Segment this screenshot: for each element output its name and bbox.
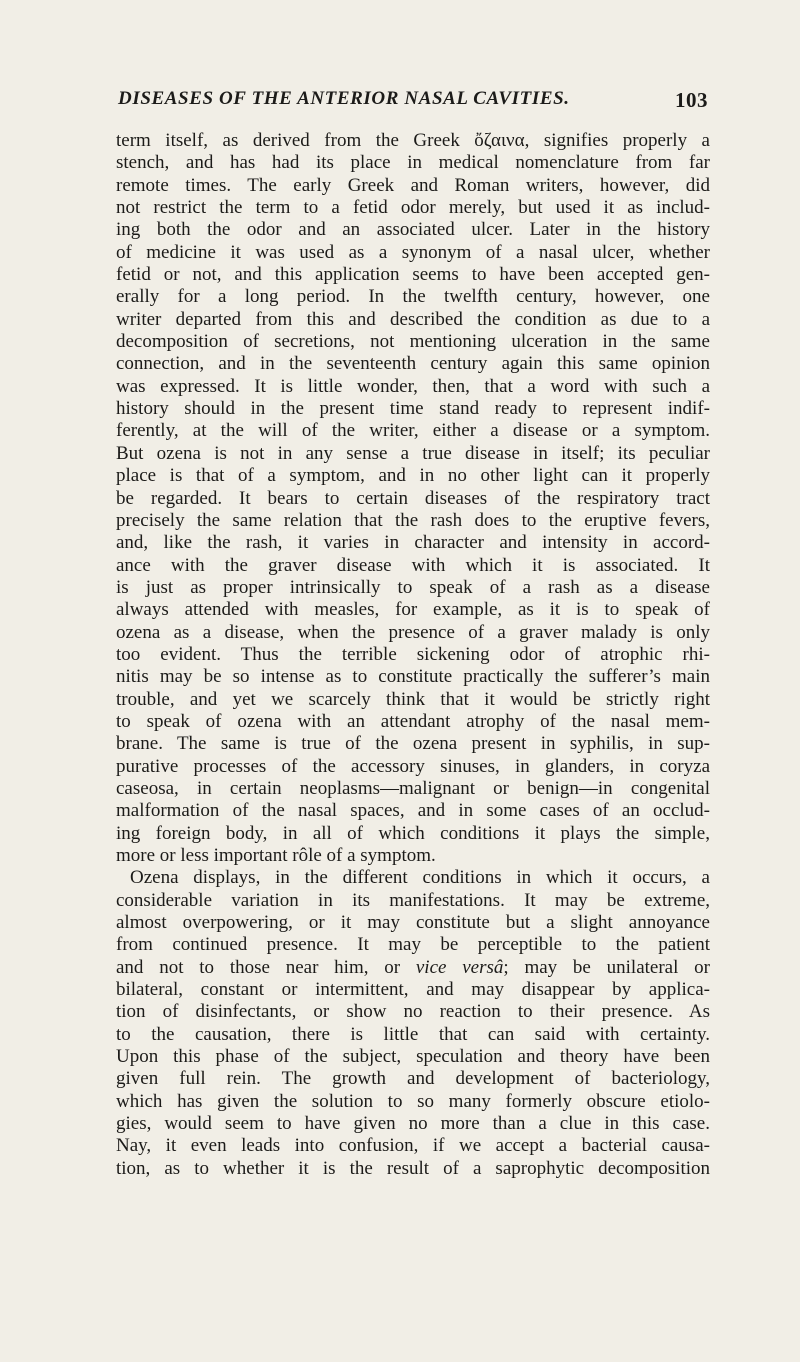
text-line: history should in the present time stand ready to represent indif- bbox=[116, 398, 710, 420]
text-line: fetid or not, and this application seems to have been accepted gen- bbox=[116, 264, 710, 286]
text-line: to the causation, there is little that can said with certainty. bbox=[116, 1023, 710, 1045]
text-line: ferently, at the will of the writer, either a disease or a symptom. bbox=[116, 420, 710, 442]
text-line: ing both the odor and an associated ulcer. Later in the history bbox=[116, 219, 710, 241]
text-line: to speak of ozena with an attendant atrophy of the nasal mem- bbox=[116, 710, 710, 732]
running-title: DISEASES OF THE ANTERIOR NASAL CAVITIES. bbox=[118, 88, 570, 109]
text-line: Ozena displays, in the different conditions in which it occurs, a bbox=[130, 867, 710, 889]
text-line: tion of disinfectants, or show no reaction to their presence. As bbox=[116, 1001, 710, 1023]
text-line: bilateral, constant or intermittent, and may disappear by applica- bbox=[116, 979, 710, 1001]
text-line: is just as proper intrinsically to speak of a rash as a disease bbox=[116, 576, 710, 598]
text-line: trouble, and yet we scarcely think that it would be strictly right bbox=[116, 688, 710, 710]
text-line: too evident. Thus the terrible sickening odor of atrophic rhi- bbox=[116, 643, 710, 665]
text-line: and, like the rash, it varies in character and intensity in accord- bbox=[116, 532, 710, 554]
text-line: brane. The same is true of the ozena present in syphilis, in sup- bbox=[116, 733, 710, 755]
text-line: But ozena is not in any sense a true disease in itself; its peculiar bbox=[116, 442, 710, 464]
text-line: almost overpowering, or it may constitute but a slight annoyance bbox=[116, 912, 710, 934]
text-line: gies, would seem to have given no more than a clue in this case. bbox=[116, 1113, 710, 1135]
text-line: was expressed. It is little wonder, then, that a word with such a bbox=[116, 375, 710, 397]
text-line: term itself, as derived from the Greek ὄζαινα, signifies properly a bbox=[116, 130, 710, 151]
text-line: ing foreign body, in all of which conditions it plays the simple, bbox=[116, 822, 710, 844]
text-line: more or less important rôle of a symptom. bbox=[116, 845, 436, 866]
text-line: considerable variation in its manifestations. It may be extreme, bbox=[116, 889, 710, 911]
text-line: erally for a long period. In the twelfth century, however, one bbox=[116, 286, 710, 308]
text-line: always attended with measles, for example, as it is to speak of bbox=[116, 599, 710, 621]
text-line: from continued presence. It may be perceptible to the patient bbox=[116, 934, 710, 956]
text-line: malformation of the nasal spaces, and in some cases of an occlud- bbox=[116, 800, 710, 822]
text-line: connection, and in the seventeenth century again this same opinion bbox=[116, 353, 710, 375]
text-line: writer departed from this and described the condition as due to a bbox=[116, 308, 710, 330]
text-line: ance with the graver disease with which it is associated. It bbox=[116, 554, 710, 576]
text-line: tion, as to whether it is the result of a saprophytic decomposition bbox=[116, 1157, 710, 1179]
text-line: ozena as a disease, when the presence of a graver malady is only bbox=[116, 621, 710, 643]
text-line: Nay, it even leads into confusion, if we accept a bacterial causa- bbox=[116, 1135, 710, 1157]
text-line: given full rein. The growth and development of bacteriology, bbox=[116, 1068, 710, 1090]
page-number: 103 bbox=[675, 88, 708, 112]
text-line: and not to those near him, or vice versâ; may be unilateral or bbox=[116, 956, 710, 978]
text-line: precisely the same relation that the rash does to the eruptive fevers, bbox=[116, 509, 710, 531]
text-line: stench, and has had its place in medical nomenclature from far bbox=[116, 152, 710, 174]
text-line: be regarded. It bears to certain diseases of the respiratory tract bbox=[116, 487, 710, 509]
text-line: which has given the solution to so many formerly obscure etiolo- bbox=[116, 1090, 710, 1112]
body-text bbox=[116, 130, 710, 1180]
running-head bbox=[118, 88, 708, 114]
text-line: remote times. The early Greek and Roman writers, however, did bbox=[116, 174, 710, 196]
text-line: decomposition of secretions, not mentioning ulceration in the same bbox=[116, 331, 710, 353]
text-line: not restrict the term to a fetid odor merely, but used it as includ- bbox=[116, 197, 710, 219]
text-line: caseosa, in certain neoplasms—malignant or benign—in congenital bbox=[116, 777, 710, 799]
text-line: place is that of a symptom, and in no other light can it properly bbox=[116, 465, 710, 487]
text-line: Upon this phase of the subject, speculation and theory have been bbox=[116, 1046, 710, 1068]
text-line: purative processes of the accessory sinuses, in glanders, in coryza bbox=[116, 755, 710, 777]
text-line: nitis may be so intense as to constitute practically the sufferer’s main bbox=[116, 666, 710, 688]
text-line: of medicine it was used as a synonym of a nasal ulcer, whether bbox=[116, 241, 710, 263]
